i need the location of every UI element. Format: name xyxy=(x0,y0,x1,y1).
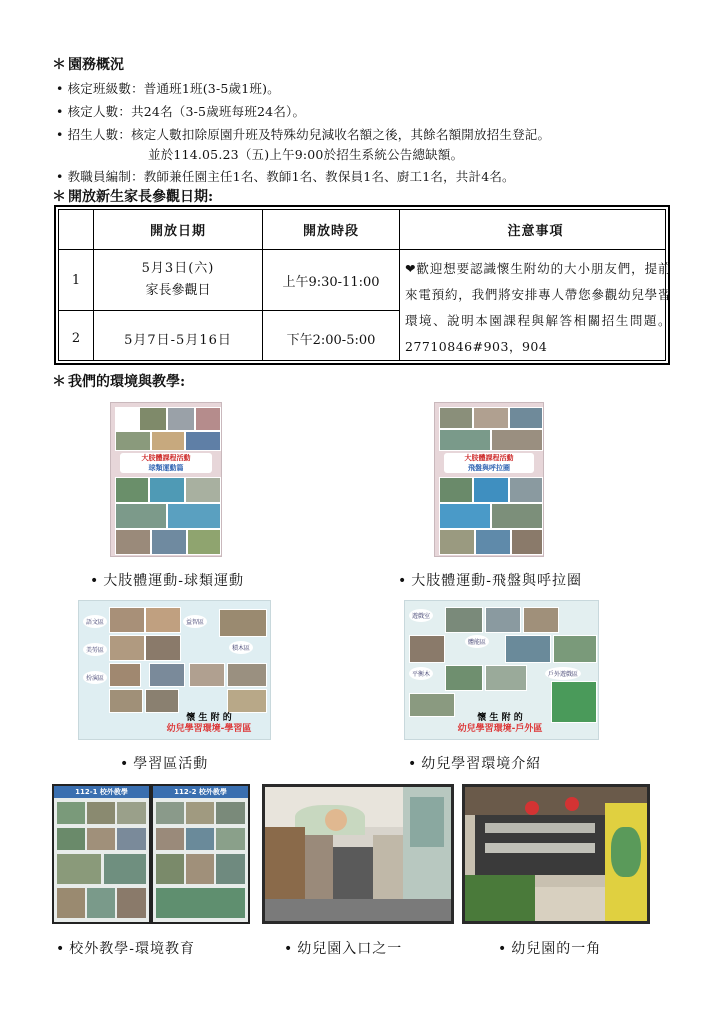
section-title: 園務概況 xyxy=(68,57,124,73)
list-item: • 核定班級數：普通班1班(3-5歲1班)。 xyxy=(56,81,280,96)
photo-ball-games-poster: 大肢體課程活動 球類運動篇 xyxy=(110,402,222,557)
bullet-icon: • xyxy=(56,127,64,142)
photo-outdoor-environment-poster: 遊戲室 體能區 平衡木 戶外遊戲區 懷 生 附 的 幼兒學習環境-戶外區 xyxy=(404,600,599,740)
table-header: 開放日期 xyxy=(149,224,206,239)
section-heading-environment xyxy=(52,371,185,391)
photo-learning-areas-poster: 語文區 益智區 美勞區 扮演區 積木區 懷 生 附 的 幼兒學習環境-學習區 xyxy=(78,600,271,740)
table-cell-note: ❤歡迎想要認識懷生附幼的大小朋友們，提前來電預約，我們將安排專人帶您參觀幼兒學習環境、說明本園課程與解答相關招生問題。27710846#903，904 xyxy=(405,261,671,354)
table-header: 開放時段 xyxy=(302,224,359,239)
list-item: • 教職員編制：教師兼任園主任1名、教師1名、教保員1名、廚工1名，共計4名。 xyxy=(56,169,515,184)
list-item: • 招生人數：核定人數扣除原園升班及特殊幼兒減收名額之後，其餘名額開放招生登記。 xyxy=(56,127,551,142)
table-cell-number: 2 xyxy=(71,331,81,346)
table-header: 注意事項 xyxy=(507,224,564,239)
photo-frisbee-hoop-poster: 大肢體課程活動 飛盤與呼拉圈 xyxy=(434,402,544,557)
heart-icon: ❤ xyxy=(405,261,417,276)
photo-field-trip-collage: 112-1 校外教學 112-2 校外教學 xyxy=(52,784,250,924)
photo-caption: • 大肢體運動-球類運動 xyxy=(90,573,244,589)
table-cell-date: 5月7日-5月16日 xyxy=(124,333,232,348)
section-heading-open-house xyxy=(52,186,213,206)
bullet-icon: • xyxy=(408,756,418,772)
asterisk-icon: ＊ xyxy=(52,57,66,73)
bullet-icon: • xyxy=(56,104,64,119)
section-title: 我們的環境與教學: xyxy=(68,374,186,390)
table-cell-time: 下午2:00-5:00 xyxy=(286,333,376,348)
photo-kindergarten-corner xyxy=(462,784,650,924)
section-title: 開放新生家長參觀日期: xyxy=(68,189,214,205)
table-cell-time: 上午9:30-11:00 xyxy=(282,274,380,290)
table-cell-number: 1 xyxy=(71,272,81,288)
photo-caption: • 幼兒園的一角 xyxy=(498,941,602,957)
table-cell-date: 5月3日(六) 家長參觀日 xyxy=(141,261,215,298)
photo-caption: • 幼兒園入口之一 xyxy=(284,941,403,957)
photo-caption: • 幼兒學習環境介紹 xyxy=(408,756,542,772)
photo-caption: • 大肢體運動-飛盤與呼拉圈 xyxy=(398,573,582,589)
bullet-icon: • xyxy=(90,573,100,589)
section-heading-overview xyxy=(52,54,124,74)
bullet-icon: • xyxy=(498,941,508,957)
bullet-icon: • xyxy=(56,169,64,184)
photo-entrance xyxy=(262,784,454,924)
photo-caption: • 校外教學-環境教育 xyxy=(56,941,195,957)
bullet-icon: • xyxy=(56,941,66,957)
list-item: • 核定人數：共24名（3-5歲班每班24名）。 xyxy=(56,104,306,119)
bullet-icon: • xyxy=(284,941,294,957)
bullet-icon: • xyxy=(120,756,130,772)
photo-caption: • 學習區活動 xyxy=(120,756,209,772)
bullet-icon: • xyxy=(56,81,64,96)
list-item-continuation: 並於114.05.23（五)上午9:00於招生系統公告總缺額。 xyxy=(148,147,464,162)
asterisk-icon: ＊ xyxy=(52,189,66,205)
bullet-icon: • xyxy=(398,573,408,589)
asterisk-icon: ＊ xyxy=(52,374,66,390)
open-house-table xyxy=(54,205,670,365)
